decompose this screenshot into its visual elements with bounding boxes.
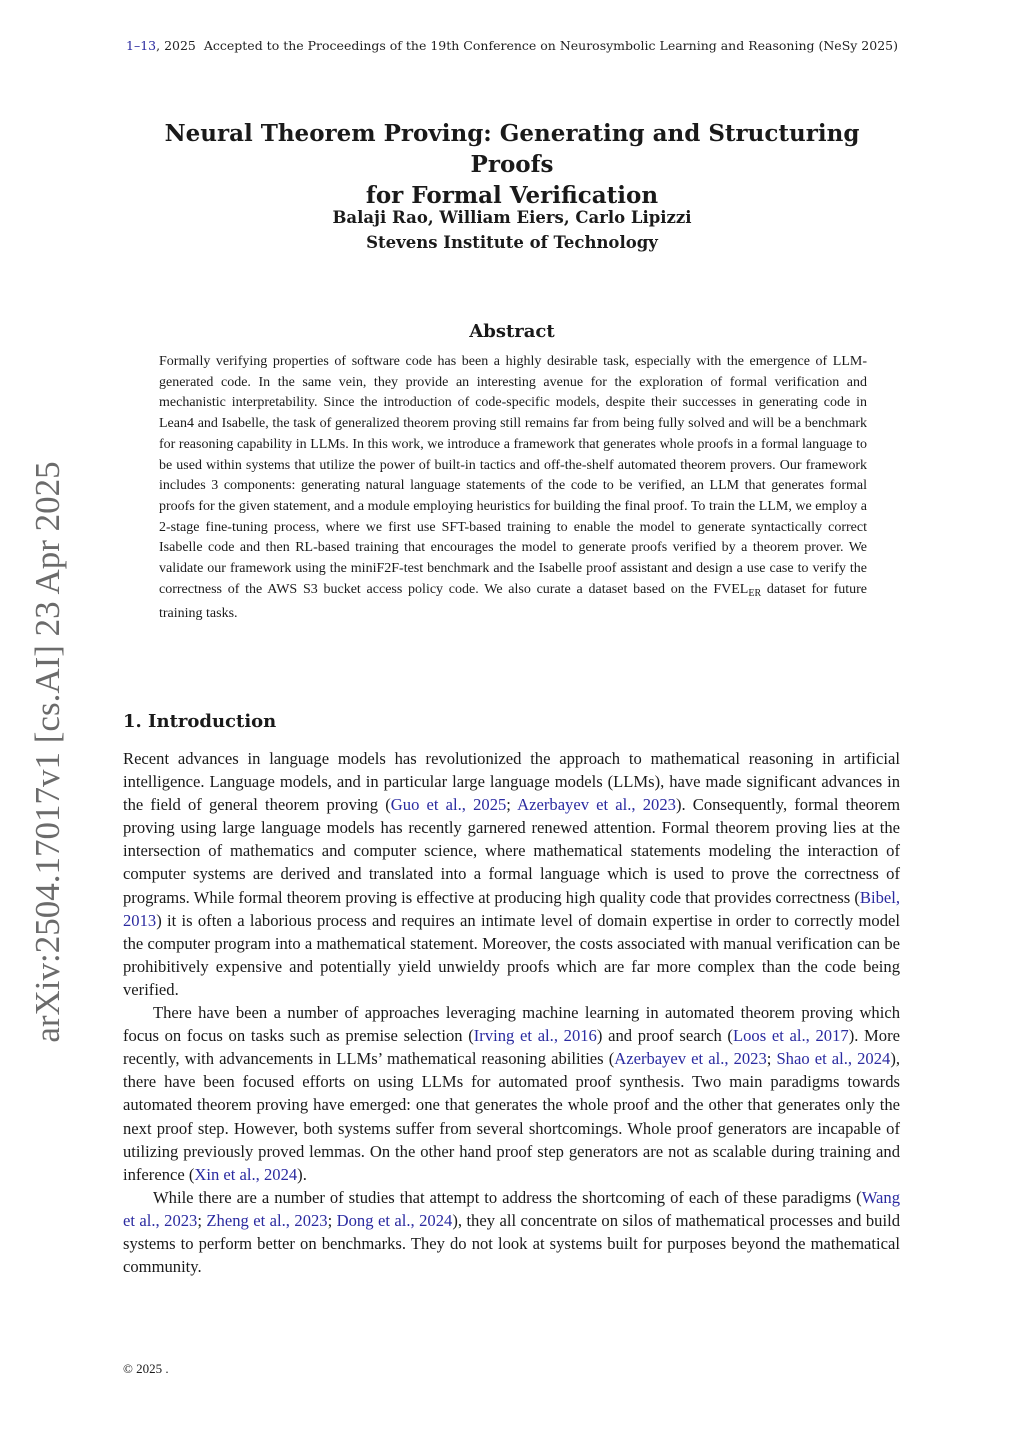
abstract-subscript: ER — [748, 587, 762, 599]
introduction-body — [123, 747, 900, 1278]
running-header — [0, 38, 1024, 53]
citation-link[interactable]: Bibel, 2013 — [123, 887, 900, 930]
paragraph-text: ; — [197, 1210, 207, 1230]
page-range-link[interactable]: 1–13 — [126, 38, 157, 53]
intro-paragraph-1 — [123, 747, 900, 1001]
paragraph-text: ), there have been focused efforts on using LLMs for automated proof synthesis. Two main paradigms towards automated theorem proving have emerged: one that generates the whole proof and the other that generates only the next proof step. However, both systems suffer from several shortcomings. Whole proof generators are incapable of utilizing previously proved lemmas. On the other hand proof step generators are not as scalable during training and inference ( — [123, 1049, 900, 1184]
abstract-text-main: Formally verifying properties of software code has been a highly desirable task, especially with the emergence of LLM-generated code. In the same vein, they provide an interesting avenue for the exploration of formal verification and mechanistic interpretability. Since the introduction of code-specific models, despite their successes in generating code in Lean4 and Isabelle, the task of generalized theorem proving still remains far from being fully solved and will be a benchmark for reasoning capability in LLMs. In this work, we introduce a framework that generates whole proofs in a formal language to be used within systems that utilize the power of built-in tactics and off-the-shelf automated theorem provers. Our framework includes 3 components: generating natural language statements of the code to be verified, an LLM that generates formal proofs for the given statement, and a module employing heuristics for building the final proof. To train the LLM, we employ a 2-stage fine-tuning process, where we first use SFT-based training to enable the model to generate syntactically correct Isabelle code and then RL-based training that encourages the model to generate proofs verified by a theorem prover. We validate our framework using the miniF2F-test benchmark and the Isabelle proof assistant and design a use case to verify the correctness of the AWS S3 bucket access policy code. We also curate a dataset based on the FVEL — [159, 354, 867, 597]
citation-link[interactable]: Irving et al., 2016 — [473, 1026, 597, 1046]
section-heading-introduction: 1. Introduction — [123, 711, 277, 732]
paragraph-text: ), they all concentrate on silos of mathematical processes and build systems to perform better on benchmarks. They do not look at systems built for purposes beyond the mathematical community. — [123, 1210, 900, 1277]
copyright-footer: © 2025 . — [123, 1361, 169, 1376]
title-line-1: Neural Theorem Proving: Generating and Structuring Proofs — [164, 120, 860, 178]
abstract-heading: Abstract — [469, 321, 555, 342]
abstract-text — [159, 352, 867, 625]
citation-link[interactable]: Wang et al., 2023 — [123, 1187, 900, 1230]
author-names: Balaji Rao, William Eiers, Carlo Lipizzi — [332, 208, 692, 227]
citation-link[interactable]: Azerbayev et al., 2023 — [517, 795, 676, 815]
paper-title — [120, 118, 904, 211]
paragraph-text: ) and proof search ( — [596, 1026, 733, 1046]
paragraph-text: ; — [766, 1049, 777, 1069]
venue-note: Accepted to the Proceedings of the 19th Conference on Neurosymbolic Learning and Reasoning (NeSy 2025) — [203, 38, 898, 53]
paragraph-text: ; — [506, 795, 518, 815]
paragraph-text: ). Consequently, formal theorem proving using large language models has recently garnered renewed attention. Formal theorem proving lies at the intersection of mathematics and computer science, where mathematical statements modeling the interaction of computer systems are derived and translated into a formal language which is used to prove the correctness of programs. While formal theorem proving is effective at producing high quality code that provides correctness ( — [123, 795, 901, 907]
arxiv-identifier-stamp: arXiv:2504.17017v1 [cs.AI] 23 Apr 2025 — [28, 461, 67, 1043]
title-line-2: for Formal Verification — [365, 182, 659, 209]
citation-link[interactable]: Dong et al., 2024 — [336, 1210, 453, 1230]
paragraph-text: ). — [297, 1164, 307, 1184]
paragraph-text: ; — [327, 1210, 337, 1230]
citation-link[interactable]: Zheng et al., 2023 — [206, 1210, 328, 1230]
citation-link[interactable]: Azerbayev et al., 2023 — [614, 1049, 767, 1069]
paragraph-text: Recent advances in language models has revolutionized the approach to mathematical reasoning in artificial intelligence. Language models, and in particular large language models (LLMs), have made significant advances in the field of general theorem proving ( — [123, 749, 900, 815]
citation-link[interactable]: Loos et al., 2017 — [732, 1026, 849, 1046]
citation-link[interactable]: Xin et al., 2024 — [194, 1164, 298, 1184]
intro-paragraph-2 — [123, 1001, 900, 1186]
paragraph-text: ) it is often a laborious process and requires an intimate level of domain expertise in order to correctly model the computer program into a mathematical statement. Moreover, the costs associated with manual verification can be prohibitively expensive and potentially yield unwieldy proofs which are far more complex than the code being verified. — [123, 910, 900, 999]
citation-link[interactable]: Guo et al., 2025 — [390, 795, 507, 815]
author-block — [0, 205, 1024, 255]
abstract-text-end: dataset for future training tasks. — [159, 581, 867, 622]
paragraph-text: There have been a number of approaches leveraging machine learning in automated theorem proving which focus on focus on tasks such as premise selection ( — [123, 1003, 900, 1046]
paragraph-text: ). More recently, with advancements in LLMs’ mathematical reasoning abilities ( — [123, 1026, 900, 1069]
intro-paragraph-3 — [123, 1186, 900, 1278]
paragraph-text: While there are a number of studies that attempt to address the shortcoming of each of these paradigms ( — [153, 1187, 862, 1207]
citation-link[interactable]: Shao et al., 2024 — [776, 1049, 891, 1069]
author-affiliation: Stevens Institute of Technology — [366, 233, 658, 252]
header-year: , 2025 — [156, 38, 196, 53]
